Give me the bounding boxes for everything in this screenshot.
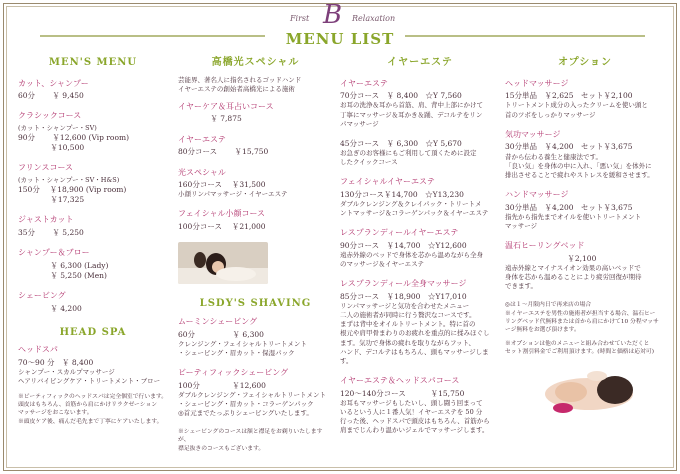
menu-item-shampoo-blow: [18, 248, 168, 281]
item-price: 90分 ￥12,600 (Vip room): [18, 132, 130, 142]
note-line: ※シェービングのコースは額と襟足をお剃りいたしますが、: [178, 429, 323, 444]
item-desc: ハンド、デコルテはもちろん、頭もマッサージします。: [340, 347, 489, 365]
menu-item-classic: [18, 111, 168, 153]
item-name: ムーミンシェービング: [178, 316, 258, 326]
note-line: リングベッド代無料または首から肩にかけて10 分程マッサ: [505, 318, 659, 325]
item-desc: できます。: [505, 282, 537, 291]
item-price: 130分コース￥14,700 ☆Y13,230: [340, 189, 464, 199]
option-healing-bed: [505, 241, 665, 291]
head-spa-note: [18, 393, 168, 427]
brand-left-text: First: [290, 14, 310, 23]
menu-item-moonshine-shaving: [178, 317, 333, 358]
item-desc: 昔から伝わる養生と健康法です。: [505, 152, 602, 161]
brand-right-text: Relaxation: [352, 14, 396, 23]
item-desc: 根元や肩甲骨まわりのお疲れを重点的に揉みほぐし: [340, 329, 490, 338]
item-price: 60分 ￥ 6,300: [178, 329, 264, 339]
note-line: ※ビーティフィックのヘッドスパは完全個室で行います。: [18, 393, 168, 400]
menu-item-ear-esthe-45: [340, 139, 500, 167]
note-line: ージ無料をお選び頂けます。: [505, 327, 580, 334]
item-desc: 二人の施術者が同時に行う贅沢なコースです。: [340, 311, 476, 320]
menu-item-ear-esthe-head-spa: [340, 376, 500, 435]
item-price: 70分コース ￥ 8,400 ☆Y 7,560: [340, 91, 462, 101]
menu-item-shaving: [18, 291, 168, 314]
item-name: ビーティフィックシェービング: [178, 367, 289, 377]
note-line: ※オプションは他のメニューと組み合わせていただくと: [505, 340, 650, 347]
item-sub: (カット・シャンプー・SV): [18, 124, 97, 133]
item-desc: シャンプー・スカルプマッサージ: [18, 368, 115, 377]
ear-esthe-title: イヤーエステ: [387, 57, 453, 68]
item-price: ￥ 5,250 (Men): [18, 270, 107, 280]
item-name: レスプランディールイヤーエステ: [340, 228, 459, 238]
item-price: 120〜140分コース ￥15,750: [340, 388, 465, 398]
item-price: ￥10,500: [18, 143, 85, 153]
item-desc: お耳もマッサージもしたいし、頭し闘う回まって: [340, 398, 483, 407]
menu-item-hikari-special: [178, 168, 333, 200]
item-desc: 首のツボをしっかりマッサージ: [505, 110, 596, 119]
item-desc: 遠赤外線とマイナスイオン効果の高いベッドで: [505, 263, 641, 272]
item-name: ヘッドマッサージ: [505, 78, 569, 88]
item-desc: 身体を芯から温めることにより疲労回復が期待: [505, 272, 642, 281]
menu-item-beautific-shaving: [178, 368, 333, 418]
item-name: フェイシャルイヤーエステ: [340, 177, 435, 187]
item-name: シェービング: [18, 291, 66, 301]
menu-item-cut: [18, 79, 168, 102]
ear-treatment-photo: [178, 242, 268, 284]
item-price: ￥ 6,300 (Lady): [18, 260, 109, 270]
item-price: 60分 ￥ 9,450: [18, 91, 84, 101]
item-price: 85分コース ￥18,900 ☆Y17,010: [340, 292, 467, 302]
item-name: 光スペシャル: [178, 167, 226, 177]
item-name: フェイシャル小顔コース: [178, 209, 266, 219]
menu-item-facial-ear-esthe: [340, 177, 500, 218]
item-name: イヤーケア＆耳占いコース: [178, 101, 274, 111]
option-head-massage: [505, 79, 665, 120]
note-line: ※イヤーエステを男性の施術者が担当する場合、温石ヒー: [505, 310, 656, 317]
item-desc: お急ぎのお客様にもご利用して頂くために設定: [340, 148, 477, 157]
item-price: 30分単品 ￥4,200 セット￥3,675: [505, 142, 633, 152]
brand-b-logo: [317, 0, 349, 28]
menu-item-french: [18, 163, 168, 205]
item-name: フリンスコース: [18, 163, 74, 173]
note-line: ※頭皮ケア後、痛んだ毛先まで丁寧にケアいたします。: [18, 418, 163, 425]
note-line: 襟足抜きのコースもございます。: [178, 445, 265, 452]
item-price: 80分コース ￥15,750: [178, 147, 269, 157]
item-price: 160分コース ￥31,500: [178, 180, 266, 190]
takahashi-special-column: [178, 56, 333, 453]
note-line: ◎は１〜月限内日で再来店の場合: [505, 302, 592, 309]
item-price: 70〜90 分 ￥ 8,400: [18, 358, 94, 368]
menu-item-ear-care: [178, 102, 333, 125]
item-desc: ◎首元までたっぷりシェービングいたします。: [178, 408, 313, 417]
note-line: セット割引料金でご利用頂けます。(時間と価格は応対可): [505, 349, 654, 356]
intro-line: 芸能界、著名人に指名されるゴッドハンド: [178, 75, 302, 84]
item-price: 35分 ￥ 5,250: [18, 227, 84, 237]
item-desc: リンパマッサージと気功を合わせたメニュー: [340, 302, 470, 311]
menu-item-resplandir-body-massage: [340, 279, 500, 366]
menu-item-ear-esthe-70: [340, 79, 500, 129]
menu-item-ear-esthe: [178, 135, 333, 158]
menu-item-head-spa: [18, 345, 168, 426]
menu-item-justcut: [18, 215, 168, 238]
item-desc: まずは背中をオイルトリートメント。特に首の: [340, 320, 476, 329]
item-price: 100分コース ￥21,000: [178, 222, 266, 232]
item-sub: 小顔リンパマッサージ・イヤーエステ: [178, 190, 288, 199]
item-desc: 肩までじんわり温かいジェルでマッサージします。: [340, 426, 489, 435]
item-name: イヤーエステ＆ヘッドスパコース: [340, 375, 460, 385]
item-desc: お耳の洗浄＆耳から首筋、肩、背中上部にかけて: [340, 101, 483, 110]
item-name: ハンドマッサージ: [505, 189, 569, 199]
shaving-note: [178, 428, 333, 453]
item-price: 30分単品 ￥4,200 セット￥3,675: [505, 202, 633, 212]
item-name: 気功マッサージ: [505, 129, 561, 139]
item-desc: ダブルクレンジング＆クレイパック・トリートメ: [340, 199, 482, 208]
item-price: ￥ 7,875: [178, 114, 242, 124]
item-name: イヤーエステ: [340, 78, 388, 88]
item-name: ヘッドスパ: [18, 345, 58, 355]
item-name: クラシックコース: [18, 111, 82, 121]
item-desc: 遠赤外線のベッドで身体を芯から温めながら全身: [340, 251, 483, 260]
item-desc: いるという人に１番人気！イヤーエステを 50 分: [340, 407, 483, 416]
item-desc: 丁寧にマッサージ＆耳かき＆踊、デコルテをリン: [340, 110, 483, 119]
item-desc: 行った後、ヘッドスパで頭皮はもちろん、首筋から: [340, 416, 490, 425]
item-name: イヤーエステ: [178, 134, 226, 144]
item-desc: 排出させることで疲れやストレスを緩和させます。: [505, 170, 654, 179]
item-name: カット、シャンプー: [18, 78, 89, 88]
item-price: ￥17,325: [18, 194, 85, 204]
brand-letter: B: [323, 0, 343, 28]
item-desc: ・シェービング・眉カット・コラーゲンパック: [178, 399, 314, 408]
menu-item-resplandir-ear-esthe: [340, 228, 500, 269]
option-hand-massage: [505, 190, 665, 231]
item-name: レスプランディール全身マッサージ: [340, 279, 467, 289]
item-desc: パマッサージ: [340, 119, 379, 128]
item-desc: トリートメント成分の入ったクリームを使い頭と: [505, 101, 648, 110]
item-price: ￥ 4,200: [18, 303, 82, 313]
item-desc: 「良い気」を身体の中に入れ、「悪い気」を体外に: [505, 161, 652, 170]
item-price: 15分単品 ￥2,625 セット￥2,100: [505, 91, 633, 101]
mens-menu-title: MEN'S MENU: [48, 57, 138, 68]
options-note: [505, 301, 665, 356]
item-desc: クレンジング・フェイシャルトリートメント: [178, 339, 307, 348]
menu-title: MENU LIST: [285, 30, 395, 48]
item-price: 100分 ￥12,600: [178, 380, 266, 390]
lsdys-shaving-title: LSDY'S SHAVING: [199, 298, 312, 310]
options-title: オプション: [557, 57, 613, 68]
ear-esthe-column: [340, 56, 500, 445]
item-desc: したクイックコース: [340, 157, 398, 166]
item-desc: 指先から指先までオイルを使いトリートメント: [505, 212, 642, 221]
item-price: 45分コース ￥ 6,300 ☆Y 5,670: [340, 138, 462, 148]
item-desc: ダブルクレンジング・フェイシャルトリートメント: [178, 390, 326, 399]
menu-item-facial: [178, 209, 333, 232]
item-desc: ・シェービング・眉カット・保湿パック: [178, 348, 295, 357]
item-name: ジャストカット: [18, 215, 74, 225]
item-sub: (カット・シャンプー・SV・H&S): [18, 176, 120, 185]
head-spa-title: HEAD SPA: [59, 326, 127, 338]
mens-menu-column: [18, 56, 168, 436]
item-price: ￥2,100: [505, 253, 597, 263]
note-line: マッサージをおこないます。: [18, 410, 93, 417]
item-desc: マッサージ: [505, 221, 538, 230]
item-name: シャンプー＆ブロー: [18, 247, 90, 257]
item-price: 90分コース ￥14,700 ☆Y12,600: [340, 240, 467, 250]
item-desc: ヘアリバイビングケア・トリートメント・ブロー: [18, 377, 161, 386]
options-column: [505, 56, 665, 426]
item-desc: ントマッサージ＆コラーゲンパック＆イヤーエステ: [340, 209, 489, 218]
note-line: 頭皮はもちろん、首筋から肩にかけリラクゼーション: [18, 401, 158, 408]
item-desc: のマッサージ＆イヤーエステ: [340, 260, 424, 269]
item-name: 温石ヒーリングベッド: [505, 240, 585, 250]
item-desc: ます。気功で身体の疲れを取りながらフット、: [340, 338, 475, 347]
item-price: 150分 ￥18,900 (Vip room): [18, 184, 127, 194]
option-kikou-massage: [505, 130, 665, 180]
takahashi-special-title: 高橋光スペシャル: [211, 57, 300, 68]
facial-treatment-photo: [519, 362, 639, 422]
intro-line: イヤーエステの創始者高橋光による施術: [178, 84, 295, 93]
